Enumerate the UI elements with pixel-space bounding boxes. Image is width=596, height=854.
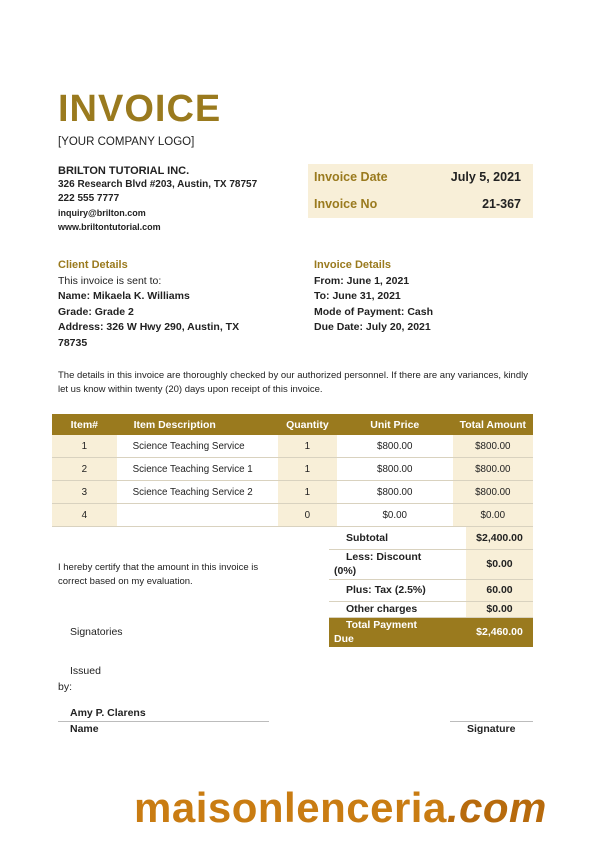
- cell-item-no: 3: [52, 481, 117, 504]
- total-payment-label: Total Payment Due: [334, 619, 417, 646]
- issued-label-line1: Issued: [70, 665, 101, 677]
- company-email: inquiry@brilton.com: [58, 208, 146, 218]
- cell-quantity: 1: [278, 481, 337, 504]
- company-logo-placeholder: [YOUR COMPANY LOGO]: [58, 136, 195, 148]
- cell-description: Science Teaching Service 1: [117, 458, 278, 481]
- col-item-no: Item#: [52, 414, 117, 435]
- issued-label-line2: by:: [58, 681, 73, 693]
- table-row: [52, 481, 533, 504]
- name-label: Name: [70, 723, 99, 735]
- company-name: BRILTON TUTORIAL INC.: [58, 165, 190, 177]
- company-website: www.briltontutorial.com: [58, 222, 161, 232]
- client-details: [58, 258, 268, 351]
- invoice-details-heading: Invoice Details: [314, 259, 392, 271]
- other-charges-label: Other charges: [329, 601, 466, 617]
- subtotal-label: Subtotal: [329, 527, 466, 549]
- issued-by-label: [58, 663, 101, 695]
- verification-note: The details in this invoice are thoroughly checked by our authorized personnel. If there are any variances, kindly let us know within twenty (20) days upon receipt of this invoice.: [58, 370, 528, 395]
- signer-name: Amy P. Clarens: [70, 707, 146, 719]
- invoice-date-value: July 5, 2021: [450, 170, 521, 184]
- cell-total: $800.00: [453, 435, 533, 458]
- total-payment-value: $2,460.00: [466, 617, 533, 647]
- signature-label: Signature: [467, 723, 516, 735]
- col-total-amount: Total Amount: [453, 414, 533, 435]
- totals-table: [329, 527, 533, 647]
- client-grade: Grade: Grade 2: [58, 305, 134, 318]
- invoice-no-row: [308, 191, 533, 218]
- details-due: Due Date: July 20, 2021: [314, 321, 431, 333]
- company-block: [58, 164, 257, 234]
- col-unit-price: Unit Price: [337, 414, 453, 435]
- company-address: 326 Research Blvd #203, Austin, TX 78757: [58, 179, 258, 190]
- tax-row: [329, 579, 533, 601]
- cell-quantity: 1: [278, 458, 337, 481]
- cell-item-no: 2: [52, 458, 117, 481]
- cell-unit-price: $800.00: [337, 458, 453, 481]
- invoice-info-box: [308, 164, 533, 218]
- cell-unit-price: $0.00: [337, 504, 453, 527]
- invoice-title: INVOICE: [58, 88, 222, 130]
- cell-description: [117, 504, 278, 527]
- invoice-date-label: Invoice Date: [314, 170, 388, 184]
- cell-total: $800.00: [453, 481, 533, 504]
- discount-label: Less: Discount (0%): [334, 551, 422, 577]
- details-payment: Mode of Payment: Cash: [314, 305, 434, 318]
- signature-line: [450, 721, 533, 722]
- items-table: [52, 414, 533, 527]
- invoice-details: [314, 258, 524, 336]
- cell-description: Science Teaching Service 2: [117, 481, 278, 504]
- name-line: [58, 721, 269, 722]
- col-description: Item Description: [117, 414, 278, 435]
- watermark-suffix: .com: [446, 784, 547, 831]
- cell-description: Science Teaching Service: [117, 435, 278, 458]
- col-quantity: Quantity: [278, 414, 337, 435]
- cell-item-no: 1: [52, 435, 117, 458]
- client-details-heading: Client Details: [58, 259, 128, 271]
- cell-unit-price: $800.00: [337, 435, 453, 458]
- total-payment-row: [329, 617, 533, 647]
- cell-total: $0.00: [453, 504, 533, 527]
- details-from: From: June 1, 2021: [314, 274, 410, 287]
- cell-total: $800.00: [453, 458, 533, 481]
- cell-quantity: 0: [278, 504, 337, 527]
- items-header-row: [52, 414, 533, 435]
- watermark: [134, 784, 547, 832]
- other-charges-value: $0.00: [466, 601, 533, 617]
- table-row: [52, 435, 533, 458]
- client-sent-to: This invoice is sent to:: [58, 274, 162, 287]
- watermark-main: maisonlenceria: [134, 784, 447, 831]
- cell-unit-price: $800.00: [337, 481, 453, 504]
- table-row: [52, 458, 533, 481]
- company-phone: 222 555 7777: [58, 193, 120, 204]
- cell-quantity: 1: [278, 435, 337, 458]
- tax-value: 60.00: [466, 579, 533, 601]
- client-address: Address: 326 W Hwy 290, Austin, TX 78735: [58, 321, 240, 349]
- client-name: Name: Mikaela K. Williams: [58, 290, 190, 302]
- cell-item-no: 4: [52, 504, 117, 527]
- invoice-no-value: 21-367: [482, 197, 521, 211]
- signatories-heading: Signatories: [70, 626, 123, 638]
- table-row: [52, 504, 533, 527]
- discount-value: $0.00: [466, 549, 533, 579]
- invoice-no-label: Invoice No: [314, 197, 378, 211]
- subtotal-row: [329, 527, 533, 549]
- tax-label: Plus: Tax (2.5%): [329, 579, 466, 601]
- certification-statement: I hereby certify that the amount in this invoice is correct based on my evaluation.: [58, 562, 259, 587]
- details-to: To: June 31, 2021: [314, 290, 401, 302]
- invoice-date-row: [308, 164, 533, 191]
- other-charges-row: [329, 601, 533, 617]
- subtotal-value: $2,400.00: [466, 527, 533, 549]
- discount-row: [329, 549, 533, 579]
